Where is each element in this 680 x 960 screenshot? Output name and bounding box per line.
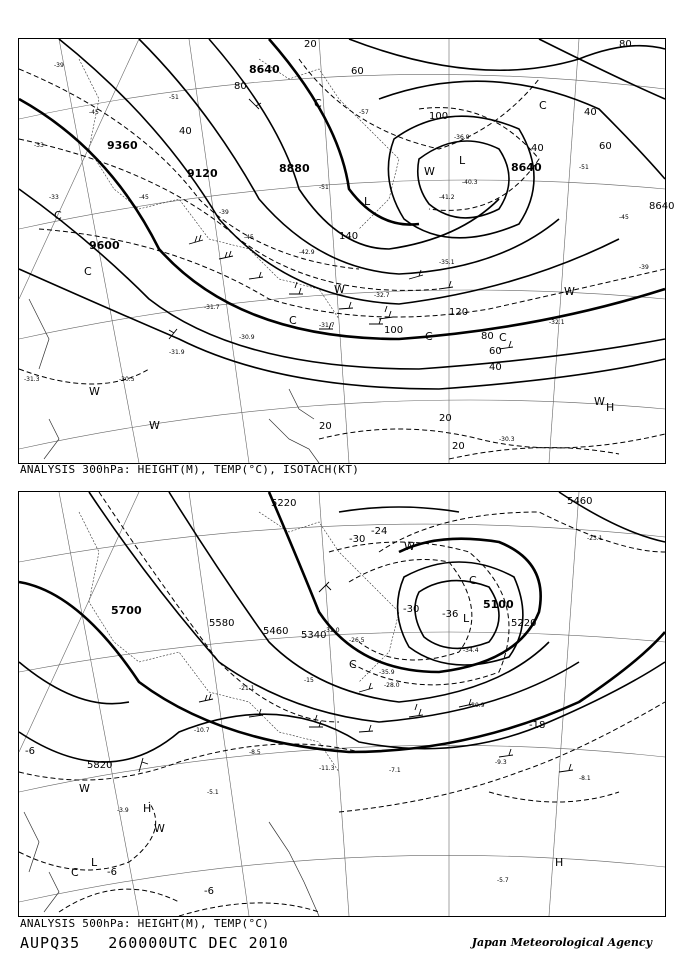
temp-label: -15: [304, 677, 314, 684]
height-label-9600: 9600: [89, 239, 120, 252]
temp-label: -41.2: [439, 194, 455, 201]
analysis-300hpa-map: [18, 38, 675, 464]
temp-label: -51: [319, 184, 329, 191]
temp-label: -21.1: [239, 685, 255, 692]
temp-label: -31.3: [24, 376, 40, 383]
map-300hpa-svg: [19, 39, 675, 463]
temp-label: -45: [139, 194, 149, 201]
coastlines: [24, 512, 399, 916]
temp-label: -23.1: [587, 535, 603, 542]
height-label-5820: 5820: [87, 760, 113, 771]
temp-label: -45: [619, 214, 629, 221]
isotach-label: 80: [234, 81, 247, 92]
chart-identifier: [20, 934, 317, 952]
cold-marker: C: [425, 330, 433, 343]
caption-500hpa: ANALYSIS 500hPa: HEIGHT(M), TEMP(°C): [20, 917, 270, 930]
temp-label: -10.7: [194, 727, 210, 734]
temp-label: -18: [529, 720, 546, 731]
height-label-5100: 5100: [483, 598, 514, 611]
warm-markers: [89, 165, 605, 432]
temp-label: -36.9: [454, 134, 470, 141]
temp-label: -31.9: [169, 349, 185, 356]
high-markers: [143, 802, 563, 869]
height-label-5460: 5460: [263, 626, 289, 637]
temp-label: -51: [169, 94, 179, 101]
high-center-marker: H: [606, 401, 615, 414]
temp-label: -7.1: [389, 767, 401, 774]
isotach-label: 140: [339, 231, 359, 242]
height-label-5460-b: 5460: [567, 496, 593, 507]
high-center-marker: H: [555, 856, 564, 869]
isotach-label: 60: [351, 66, 364, 77]
cold-marker: C: [499, 331, 507, 344]
height-label-9120: 9120: [187, 167, 218, 180]
height-labels: [87, 496, 592, 771]
height-label-9360: 9360: [107, 139, 138, 152]
temp-label: -39: [54, 62, 64, 69]
cold-marker: C: [469, 574, 477, 587]
height-label-5340: 5340: [301, 630, 327, 641]
cold-marker: C: [289, 314, 297, 327]
temp-label: -8.5: [249, 749, 261, 756]
low-center-marker: L: [91, 856, 98, 869]
warm-marker: W: [334, 283, 345, 296]
height-label-8640-c: 8640: [649, 201, 675, 212]
temp-label: -30.9: [239, 334, 255, 341]
temp-label: -8.1: [579, 775, 591, 782]
height-label-8640-a: 8640: [249, 63, 280, 76]
cold-marker: C: [84, 265, 92, 278]
temp-label: -34.4: [463, 647, 479, 654]
isotach-label: 40: [531, 143, 544, 154]
warm-marker: W: [89, 385, 100, 398]
cold-marker: C: [314, 97, 322, 110]
temp-label: -31.7: [204, 304, 220, 311]
low-center-marker: L: [364, 195, 371, 208]
temp-label: -30.3: [499, 436, 515, 443]
temp-label: -3.9: [117, 807, 129, 814]
temp-label: -32.7: [374, 292, 390, 299]
temp-label: -45: [89, 109, 99, 116]
isotach-label: 120: [449, 307, 469, 318]
cold-marker: C: [54, 209, 62, 222]
temp-label: -30.5: [119, 376, 135, 383]
temp-label: -32.0: [324, 627, 340, 634]
temp-label: -6: [204, 886, 214, 897]
temp-label: -5.7: [497, 877, 509, 884]
temp-label: -6: [107, 867, 117, 878]
height-label-5700: 5700: [111, 604, 142, 617]
height-label-5220-b: 5220: [511, 618, 537, 629]
temp-label: -24: [371, 526, 388, 537]
temp-label: -39: [219, 209, 229, 216]
temp-label: -31.7: [319, 322, 335, 329]
temp-label: -57: [359, 109, 369, 116]
temp-label: -9.3: [495, 759, 507, 766]
temp-label: -32.1: [549, 319, 565, 326]
height-contours: [19, 492, 665, 762]
warm-marker: W: [79, 782, 90, 795]
isotach-label: 40: [584, 107, 597, 118]
agency-name: Japan Meteorological Agency: [471, 936, 652, 949]
height-contours: [19, 39, 665, 389]
isotach-label: 60: [489, 346, 502, 357]
temp-label: -33: [34, 142, 44, 149]
temp-label: -26.5: [349, 637, 365, 644]
isotherms: [19, 59, 665, 459]
isotach-label: 100: [384, 325, 404, 336]
chart-code: AUPQ35: [20, 934, 81, 952]
isotach-label: 20: [439, 413, 452, 424]
temp-label: -42.9: [299, 249, 315, 256]
isotach-label: 40: [489, 362, 502, 373]
temp-label: -20.9: [469, 702, 485, 709]
isotach-label: 100: [429, 111, 449, 122]
temp-label: -28.0: [384, 682, 400, 689]
warm-marker: W: [149, 419, 160, 432]
valid-time: 260000UTC DEC 2010: [108, 934, 289, 952]
height-label-8640-b: 8640: [511, 161, 542, 174]
isotach-label: 20: [452, 441, 465, 452]
temp-label: -39: [639, 264, 649, 271]
analysis-500hpa-map: [18, 491, 666, 917]
isotach-label: 80: [619, 39, 632, 50]
map-500hpa-svg: [19, 492, 665, 916]
temp-label: -5.1: [207, 789, 219, 796]
cold-marker: C: [71, 866, 79, 879]
low-center-marker: L: [459, 154, 466, 167]
low-center-marker: L: [463, 612, 470, 625]
warm-marker: W: [424, 165, 435, 178]
temp-label: -35.1: [439, 259, 455, 266]
temp-label: -40.3: [462, 179, 478, 186]
warm-marker: W: [404, 540, 415, 553]
height-label-5580: 5580: [209, 618, 235, 629]
isotach-label: 20: [319, 421, 332, 432]
temp-label: -33: [49, 194, 59, 201]
isotach-label: 20: [304, 39, 317, 50]
cold-marker: C: [349, 658, 357, 671]
isotach-label: 60: [599, 141, 612, 152]
high-markers: [606, 401, 614, 414]
cold-marker: C: [539, 99, 547, 112]
height-label-8880: 8880: [279, 162, 310, 175]
warm-marker: W: [564, 285, 575, 298]
caption-300hpa: ANALYSIS 300hPa: HEIGHT(M), TEMP(°C), ISOTACH(KT): [20, 463, 360, 476]
high-center-marker: H: [143, 802, 152, 815]
temp-label: -45: [244, 234, 254, 241]
warm-marker: W: [154, 822, 165, 835]
temp-label: -30: [403, 604, 420, 615]
temp-label: -6: [25, 746, 35, 757]
height-label-5220-a: 5220: [271, 498, 297, 509]
warm-marker: W: [594, 395, 605, 408]
temp-label: -11.3: [319, 765, 335, 772]
temperature-labels: [24, 62, 649, 443]
isotach-label: 40: [179, 126, 192, 137]
temp-label: -36: [442, 609, 459, 620]
temp-label: -30: [349, 534, 366, 545]
isotach-label: 80: [481, 331, 494, 342]
temp-label: -51: [579, 164, 589, 171]
temp-label: -35.9: [379, 669, 395, 676]
